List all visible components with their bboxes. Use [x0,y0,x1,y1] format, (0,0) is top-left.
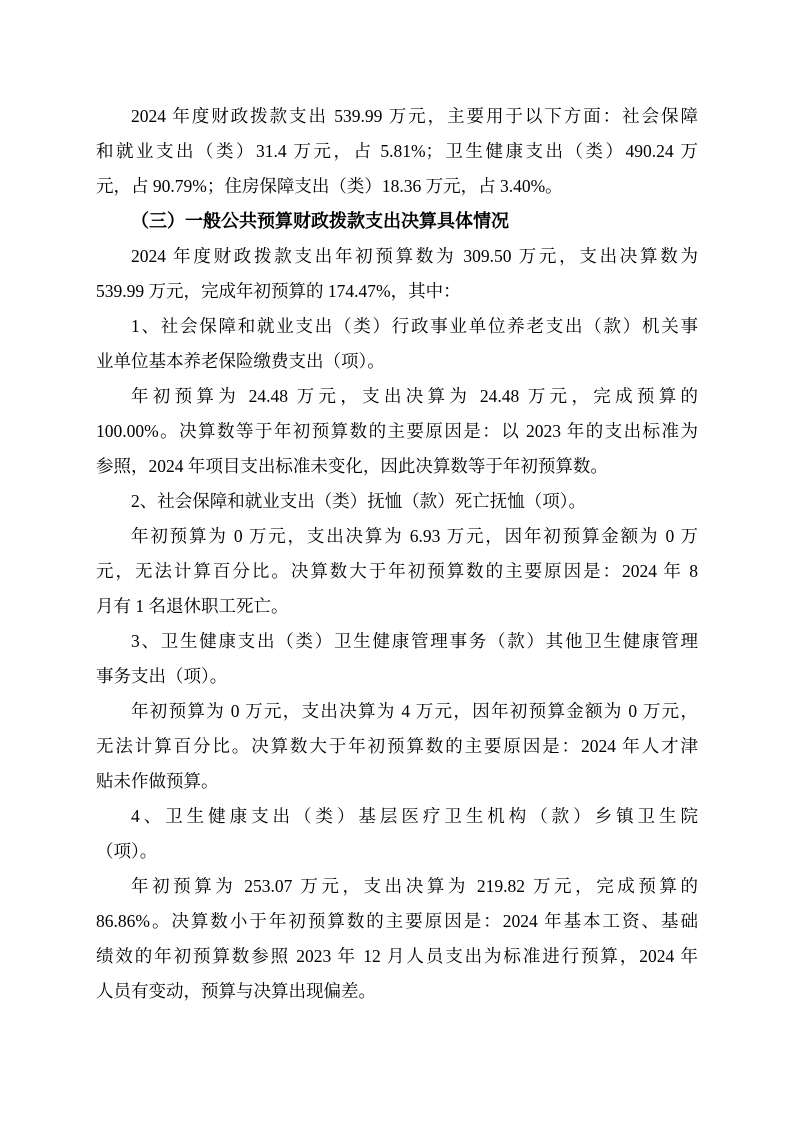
document-body [96,99,698,1009]
text-line: 3、卫生健康支出（类）卫生健康管理事务（款）其他卫生健康管理 [131,631,698,651]
text-line: 绩效的年初预算数参照 2023 年 12 月人员支出为标准进行预算，2024 年 [96,946,698,966]
text-line: 无法计算百分比。决算数大于年初预算数的主要原因是：2024 年人才津 [96,736,698,756]
text-line: 2、社会保障和就业支出（类）抚恤（款）死亡抚恤（项）。 [131,491,586,511]
text-line: 元，无法计算百分比。决算数大于年初预算数的主要原因是：2024 年 8 [96,561,698,581]
text-line: 2024 年度财政拨款支出 539.99 万元，主要用于以下方面：社会保障 [131,106,698,126]
body-paragraph [96,799,698,869]
text-line: 业单位基本养老保险缴费支出（项）。 [96,351,385,371]
text-line: 参照，2024 年项目支出标准未变化，因此决算数等于年初预算数。 [96,456,608,476]
text-line: 年初预算为 24.48 万元，支出决算为 24.48 万元，完成预算的 [131,386,698,406]
text-line: 539.99 万元，完成年初预算的 174.47%，其中： [96,281,461,301]
text-line: 1、社会保障和就业支出（类）行政事业单位养老支出（款）机关事 [131,316,698,336]
heading-text-line: （三）一般公共预算财政拨款支出决算具体情况 [131,211,509,231]
text-line: 86.86%。决算数小于年初预算数的主要原因是：2024 年基本工资、基础 [96,911,698,931]
body-paragraph [96,694,698,799]
text-line: 100.00%。决算数等于年初预算数的主要原因是：以 2023 年的支出标准为 [96,421,698,441]
body-paragraph [96,379,698,484]
text-line: 年初预算为 0 万元，支出决算为 6.93 万元，因年初预算金额为 0 万 [131,526,698,546]
text-line: 人员有变动，预算与决算出现偏差。 [96,981,376,1001]
text-line: 年初预算为 253.07 万元，支出决算为 219.82 万元，完成预算的 [131,876,698,896]
text-line: 元，占 90.79%；住房保障支出（类）18.36 万元，占 3.40%。 [96,176,563,196]
text-line: 贴未作做预算。 [96,771,219,791]
body-paragraph [96,99,698,204]
text-line: 事务支出（项）。 [96,666,228,686]
section-heading [96,204,698,239]
body-paragraph [96,239,698,309]
text-line: 月有 1 名退休职工死亡。 [96,596,289,616]
text-line: 4、卫生健康支出（类）基层医疗卫生机构（款）乡镇卫生院 [131,806,698,826]
text-line: 和就业支出（类）31.4 万元，占 5.81%；卫生健康支出（类）490.24 万 [96,141,698,161]
body-paragraph [96,309,698,379]
body-paragraph [96,869,698,1009]
body-paragraph [96,519,698,624]
text-line: 2024 年度财政拨款支出年初预算数为 309.50 万元，支出决算数为 [131,246,698,266]
text-line: 年初预算为 0 万元，支出决算为 4 万元，因年初预算金额为 0 万元， [131,701,698,721]
body-paragraph [96,624,698,694]
body-paragraph [96,484,698,519]
text-line: （项）。 [96,841,158,861]
